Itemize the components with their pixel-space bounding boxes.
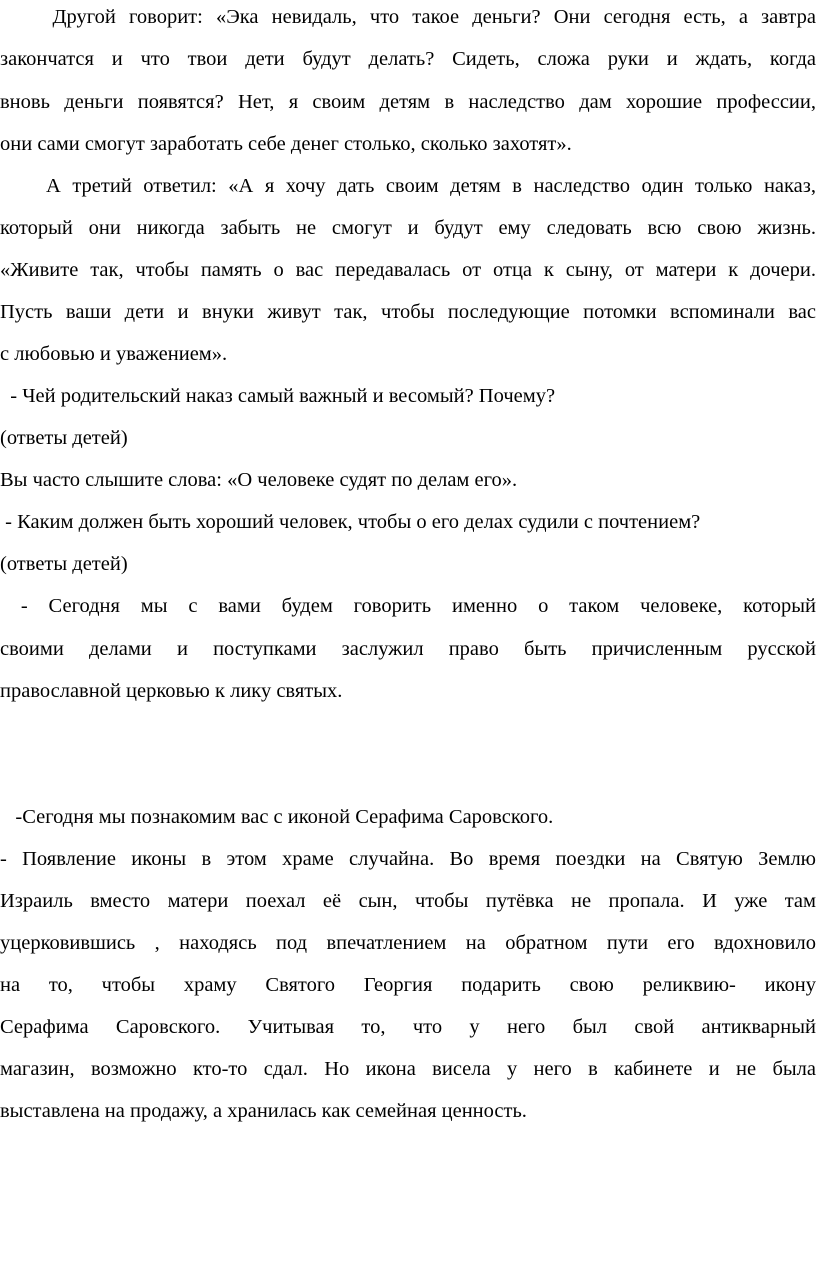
- text-line: - Сегодня мы с вами будем говорить именно о таком человеке, который: [0, 595, 816, 617]
- student-2-heading: [0, 1221, 816, 1251]
- text-line: магазин, возможно кто-то сдал. Но икона висела у него в кабинете и не была: [0, 1058, 816, 1080]
- text-line: Другой говорит: «Эка невидаль, что такое деньги? Они сегодня есть, а завтра: [0, 6, 816, 28]
- text-line: А третий ответил: «А я хочу дать своим детям в наследство один только наказ,: [0, 175, 816, 197]
- text-line: Израиль вместо матери поехал её сын, чтобы путёвка не пропала. И уже там: [0, 890, 816, 912]
- text-line: своими делами и поступками заслужил право быть причисленным русской: [0, 638, 816, 660]
- text-line: «Живите так, чтобы память о вас передавалась от отца к сыну, от матери к дочери.: [0, 259, 816, 281]
- text-line: закончатся и что твои дети будут делать? Сидеть, сложа руки и ждать, когда: [0, 48, 816, 70]
- text-line: (ответы детей): [0, 427, 128, 449]
- text-line: вновь деньги появятся? Нет, я своим детям в наследство дам хорошие профессии,: [0, 91, 816, 113]
- text-line: уцерковившись , находясь под впечатлением на обратном пути его вдохновило: [0, 932, 816, 954]
- text-line: Вы часто слышите слова: «О человеке судят по делам его».: [0, 469, 518, 491]
- text-line: на то, чтобы храму Святого Георгия подарить свою реликвию- икону: [0, 974, 816, 996]
- text-line: - Появление иконы в этом храме случайна. Во время поездки на Святую Землю: [0, 848, 816, 870]
- student-1-heading: [0, 760, 816, 790]
- text-line: они сами смогут заработать себе денег столько, сколько захотят».: [0, 133, 572, 155]
- text-line: Пусть ваши дети и внуки живут так, чтобы последующие потомки вспоминали вас: [0, 301, 816, 323]
- text-line: - Каким должен быть хороший человек, чтобы о его делах судили с почтением?: [0, 511, 701, 533]
- text-line: (ответы детей): [0, 553, 128, 575]
- text-line: - Чей родительский наказ самый важный и весомый? Почему?: [0, 385, 556, 407]
- text-line: -Сегодня мы познакомим вас с иконой Серафима Саровского.: [0, 806, 554, 828]
- section-heading: [0, 1180, 816, 1210]
- text-line: выставлена на продажу, а хранилась как семейная ценность.: [0, 1100, 527, 1122]
- text-line: Серафима Саровского. Учитывая то, что у него был свой антикварный: [0, 1016, 816, 1038]
- text-line: с любовью и уважением».: [0, 343, 228, 365]
- text-line: православной церковью к лику святых.: [0, 680, 343, 702]
- text-line: который они никогда забыть не смогут и будут ему следовать всю свою жизнь.: [0, 217, 816, 239]
